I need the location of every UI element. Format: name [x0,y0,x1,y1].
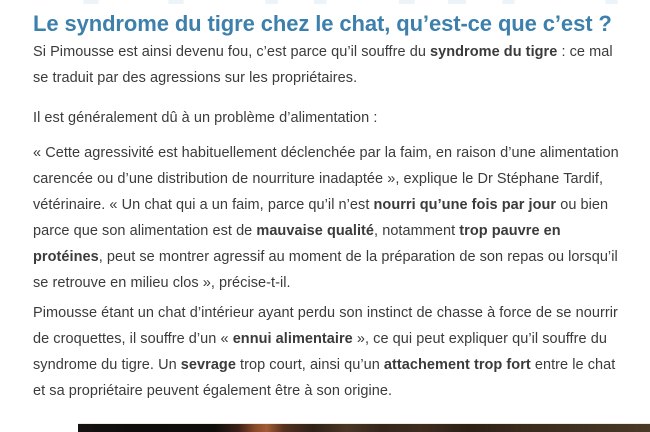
paragraph-cause: Il est généralement dû à un problème d’alimentation : [33,110,378,126]
cropped-text-row-above [35,0,642,4]
paragraph-vet-quote: « Cette agressivité est habituellement déclenchée par la faim, en raison d’une alimentation carencée ou d’une distribution de nourriture inadaptée », explique le Dr Stéphane Tardif, vétérinaire. « Un chat qui a un faim, parce qu’il n’est nourri qu’une fois par jour ou bien parce que son alimentation est de mauvaise qualité, notamment trop pauvre en protéines, peut se montrer agressif au moment de la préparation de son repas ou lorsqu’il se retrouve en milieu clos », précise-t-il. [33,145,619,291]
paragraph-intro: Si Pimousse est ainsi devenu fou, c’est parce qu’il souffre du syndrome du tigre : ce mal se traduit par des agressions sur les propriétaires. [33,44,613,86]
article-title: Le syndrome du tigre chez le chat, qu’est-ce que c’est ? [33,11,612,36]
article-content [0,11,650,404]
paragraph-conclusion: Pimousse étant un chat d’intérieur ayant perdu son instinct de chasse à force de se nourrir de croquettes, il souffre d’un « ennui alimentaire », ce qui peut expliquer qu’il souffre du syndrome du tigre. Un sevrage trop court, ainsi qu’un attachement trop fort entre le chat et sa propriétaire peuvent également être à son origine. [33,305,618,399]
